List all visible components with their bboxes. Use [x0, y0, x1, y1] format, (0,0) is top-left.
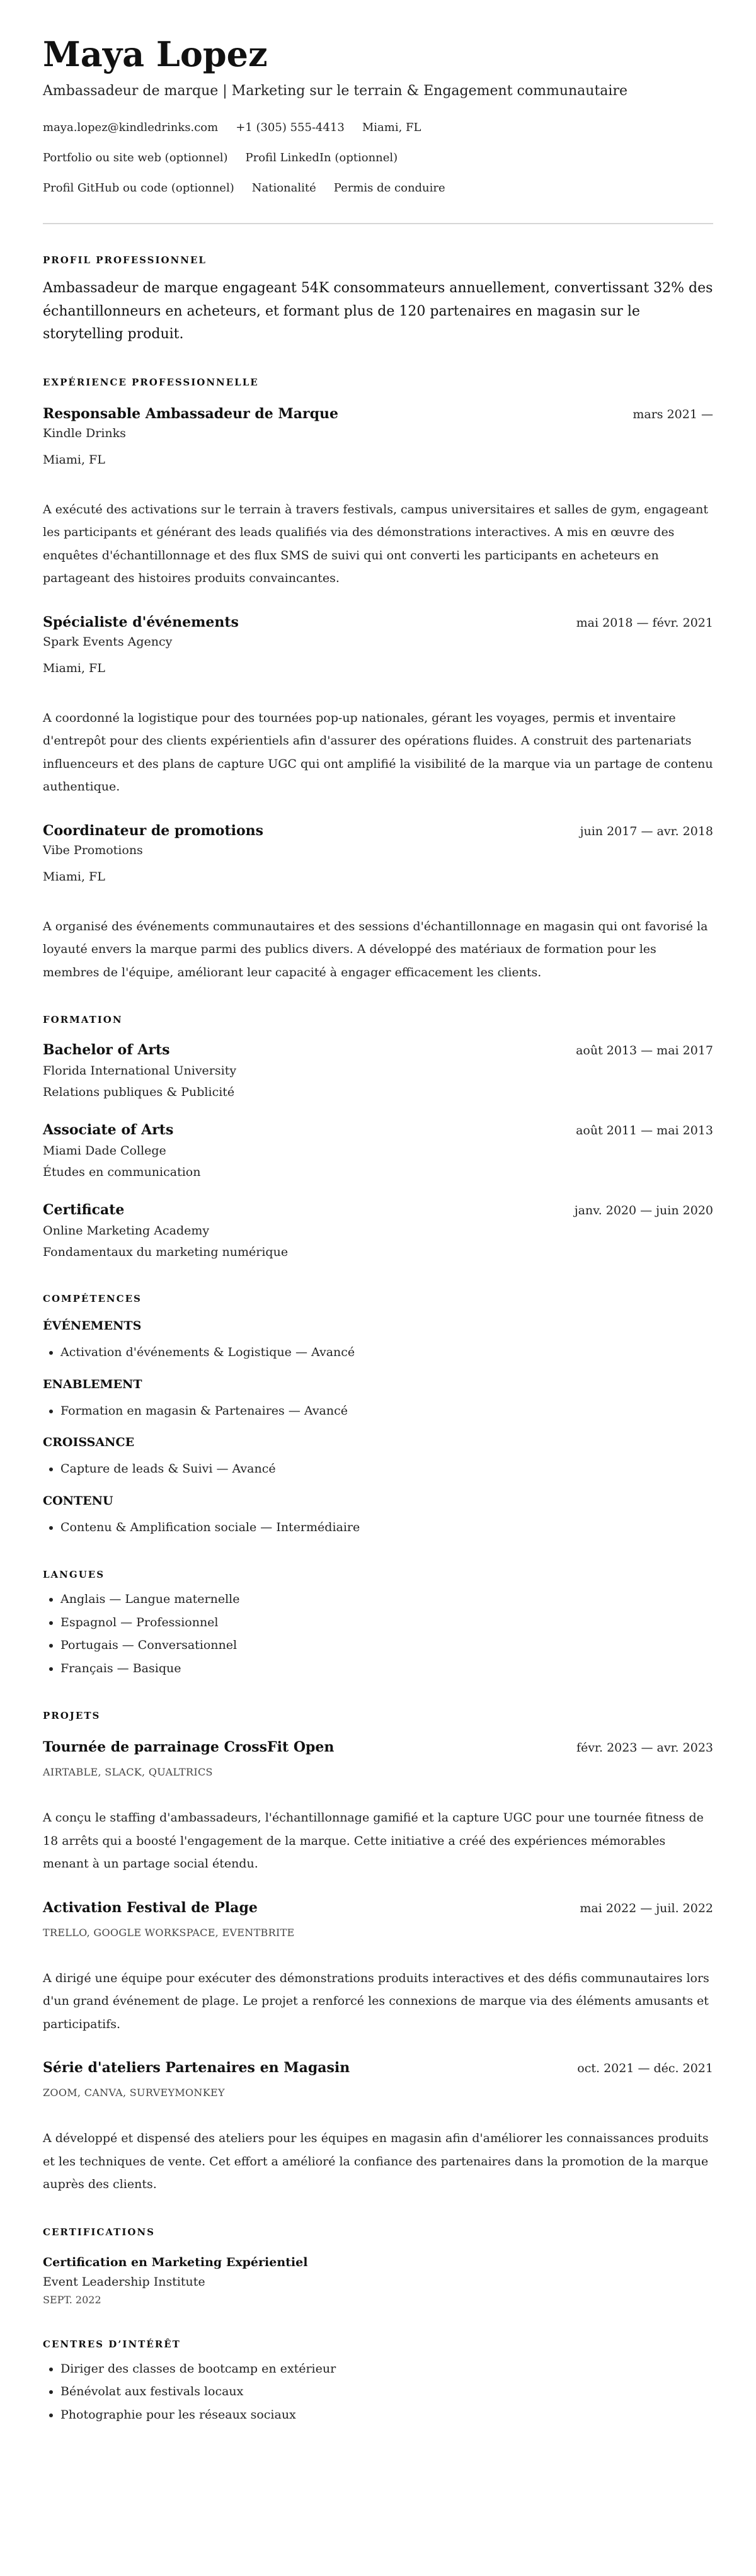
project-entry	[43, 1738, 713, 1876]
degree-title: Associate of Arts	[43, 1122, 174, 1138]
interest-item: • Bénévolat aux festivals locaux	[60, 2380, 713, 2403]
languages-list	[43, 1588, 713, 1680]
field-of-study: Fondamentaux du marketing numérique	[43, 1245, 289, 1259]
date-range: mai 2022 — juil. 2022	[580, 1901, 713, 1915]
project-title: Série d'ateliers Partenaires en Magasin	[43, 2060, 350, 2076]
skill-list	[43, 1516, 713, 1539]
field-of-study: Relations publiques & Publicité	[43, 1085, 235, 1099]
degree-title: Certificate	[43, 1202, 125, 1218]
school-name: Miami Dade College	[43, 1144, 166, 1158]
skill-item: • Contenu & Amplification sociale — Intermédiaire	[60, 1516, 713, 1539]
skill-list	[43, 1341, 713, 1364]
school-name: Online Marketing Academy	[43, 1224, 210, 1238]
entry-header	[43, 1200, 713, 1220]
language-item: • Français — Basique	[60, 1657, 713, 1680]
date-range: oct. 2021 — déc. 2021	[577, 2061, 713, 2075]
experience-entry	[43, 613, 713, 799]
date-range: août 2011 — mai 2013	[576, 1124, 713, 1137]
degree-title: Bachelor of Arts	[43, 1042, 170, 1058]
company-name: Vibe Promotions	[43, 843, 143, 857]
certification-date: SEPT. 2022	[43, 2293, 101, 2306]
project-entry	[43, 1898, 713, 2036]
languages-section	[43, 1568, 713, 1680]
contact-phone: +1 (305) 555-4413	[236, 121, 345, 134]
job-title: Responsable Ambassadeur de Marque	[43, 405, 339, 422]
entry-header	[43, 613, 713, 632]
skill-list	[43, 1457, 713, 1481]
interest-item: • Diriger des classes de bootcamp en extérieur	[60, 2357, 713, 2381]
skill-group	[43, 1376, 713, 1423]
entry-header	[43, 2058, 713, 2078]
interests-section	[43, 2337, 713, 2427]
entry-header	[43, 404, 713, 424]
date-range: juin 2017 — avr. 2018	[580, 824, 713, 838]
language-item: • Espagnol — Professionnel	[60, 1611, 713, 1634]
contact-email[interactable]: maya.lopez@kindledrinks.com	[43, 121, 219, 134]
project-tech-stack: TRELLO, GOOGLE WORKSPACE, EVENTBRITE	[43, 1926, 295, 1939]
section-title: PROFIL PROFESSIONNEL	[43, 254, 207, 266]
job-location: Miami, FL	[43, 869, 105, 884]
certification-name: Certification en Marketing Expérientiel	[43, 2255, 308, 2269]
company-name: Kindle Drinks	[43, 426, 126, 440]
field-of-study: Études en communication	[43, 1165, 201, 1179]
project-description: A dirigé une équipe pour exécuter des démonstrations produits interactives et des défis communautaires lors d'un grand événement de plage. Le projet a renforcé les connexions de marque via des éléments amusants et participatifs.	[43, 1971, 709, 2031]
date-range: mai 2018 — févr. 2021	[576, 615, 713, 630]
skills-section	[43, 1292, 713, 1539]
project-tech-stack: ZOOM, CANVA, SURVEYMONKEY	[43, 2087, 225, 2099]
project-entry	[43, 2058, 713, 2196]
date-range: févr. 2023 — avr. 2023	[576, 1741, 713, 1755]
contact-row	[43, 150, 713, 166]
entry-header	[43, 1738, 713, 1757]
project-title: Activation Festival de Plage	[43, 1899, 258, 1916]
github-link[interactable]: Profil GitHub ou code (optionnel)	[43, 181, 234, 195]
skill-group-title: ÉVÉNEMENTS	[43, 1319, 142, 1333]
entry-header	[43, 1120, 713, 1140]
section-title: COMPÉTENCES	[43, 1293, 142, 1304]
date-range: janv. 2020 — juin 2020	[574, 1204, 713, 1217]
profile-section	[43, 253, 713, 346]
section-title: EXPÉRIENCE PROFESSIONNELLE	[43, 376, 259, 388]
job-title: Coordinateur de promotions	[43, 822, 264, 839]
education-section	[43, 1013, 713, 1263]
skill-group	[43, 1317, 713, 1364]
language-item: • Portugais — Conversationnel	[60, 1634, 713, 1657]
entry-header	[43, 1040, 713, 1060]
date-range: mars 2021 —	[633, 407, 713, 421]
portfolio-link[interactable]: Portfolio ou site web (optionnel)	[43, 151, 228, 164]
education-entry	[43, 1040, 713, 1103]
certifications-section	[43, 2225, 713, 2308]
section-title: LANGUES	[43, 1569, 105, 1580]
company-name: Spark Events Agency	[43, 634, 173, 649]
education-entry	[43, 1200, 713, 1263]
skill-group-title: CROISSANCE	[43, 1435, 135, 1449]
language-item: • Anglais — Langue maternelle	[60, 1588, 713, 1611]
contact-location: Miami, FL	[362, 121, 421, 134]
skill-item: • Activation d'événements & Logistique — Avancé	[60, 1341, 713, 1364]
skill-group-title: ENABLEMENT	[43, 1377, 142, 1391]
job-location: Miami, FL	[43, 452, 105, 467]
project-description: A conçu le staffing d'ambassadeurs, l'échantillonnage gamifié et la capture UGC pour une tournée fitness de 18 arrêts qui a boosté l'engagement de la marque. Cette initiative a créé des expériences mémorables menant à un partage social étendu.	[43, 1811, 704, 1871]
candidate-name: Maya Lopez	[43, 34, 268, 74]
project-tech-stack: AIRTABLE, SLACK, QUALTRICS	[43, 1766, 213, 1778]
candidate-headline: Ambassadeur de marque | Marketing sur le terrain & Engagement communautaire	[43, 83, 627, 99]
entry-header	[43, 821, 713, 841]
project-description: A développé et dispensé des ateliers pour les équipes en magasin afin d'améliorer les connaissances produits et les techniques de vente. Cet effort a amélioré la confiance des partenaires dans la promotion de la marque auprès des clients.	[43, 2131, 709, 2191]
section-title: CERTIFICATIONS	[43, 2226, 155, 2238]
date-range: août 2013 — mai 2017	[576, 1044, 713, 1057]
header-divider	[43, 223, 713, 224]
skill-item: • Formation en magasin & Partenaires — Avancé	[60, 1399, 713, 1423]
job-location: Miami, FL	[43, 661, 105, 675]
interests-list	[43, 2357, 713, 2427]
skill-list	[43, 1399, 713, 1423]
entry-header	[43, 1898, 713, 1918]
job-description: A exécuté des activations sur le terrain à travers festivals, campus universitaires et salles de gym, engageant les participants et générant des leads qualifiés via des démonstrations interactives. A mis en œuvre des enquêtes d'échantillonnage et des flux SMS de suivi qui ont converti les participants en acheteurs en partageant des histoires produits convaincantes.	[43, 502, 709, 585]
skill-item: • Capture de leads & Suivi — Avancé	[60, 1457, 713, 1481]
education-entry	[43, 1120, 713, 1183]
linkedin-link[interactable]: Profil LinkedIn (optionnel)	[245, 151, 398, 164]
experience-entry	[43, 404, 713, 590]
contact-row	[43, 120, 713, 136]
certification-issuer: Event Leadership Institute	[43, 2274, 205, 2289]
interest-item: • Photographie pour les réseaux sociaux	[60, 2403, 713, 2427]
contact-row	[43, 180, 713, 197]
job-title: Spécialiste d'événements	[43, 613, 239, 630]
experience-entry	[43, 821, 713, 984]
skill-group	[43, 1492, 713, 1539]
skill-group	[43, 1433, 713, 1481]
driving-license: Permis de conduire	[333, 181, 445, 195]
experience-section	[43, 375, 713, 984]
job-description: A coordonné la logistique pour des tournées pop-up nationales, gérant les voyages, permis et inventaire d'entrepôt pour des clients expérientiels afin d'assurer des opérations fluides. A construit des partenariats influenceurs et des plans de capture UGC qui ont amplifié la visibilité de la marque via un partage de contenu authentique.	[43, 710, 713, 794]
resume-header	[43, 33, 713, 197]
section-title: FORMATION	[43, 1014, 123, 1025]
profile-summary: Ambassadeur de marque engageant 54K consommateurs annuellement, convertissant 32% des échantillonneurs en acheteurs, et formant plus de 120 partenaires en magasin sur le storytelling produit.	[43, 280, 713, 342]
section-title: PROJETS	[43, 1710, 101, 1721]
projects-section	[43, 1709, 713, 2196]
section-title: CENTRES D’INTÉRÊT	[43, 2338, 181, 2350]
skill-group-title: CONTENU	[43, 1493, 113, 1508]
school-name: Florida International University	[43, 1064, 237, 1078]
nationality: Nationalité	[251, 181, 316, 195]
job-description: A organisé des événements communautaires et des sessions d'échantillonnage en magasin qui ont favorisé la loyauté envers la marque parmi des publics divers. A développé des matériaux de formation pour les membres de l'équipe, améliorant leur capacité à engager efficacement les clients.	[43, 919, 708, 979]
certification-entry	[43, 2253, 713, 2308]
project-title: Tournée de parrainage CrossFit Open	[43, 1739, 335, 1755]
